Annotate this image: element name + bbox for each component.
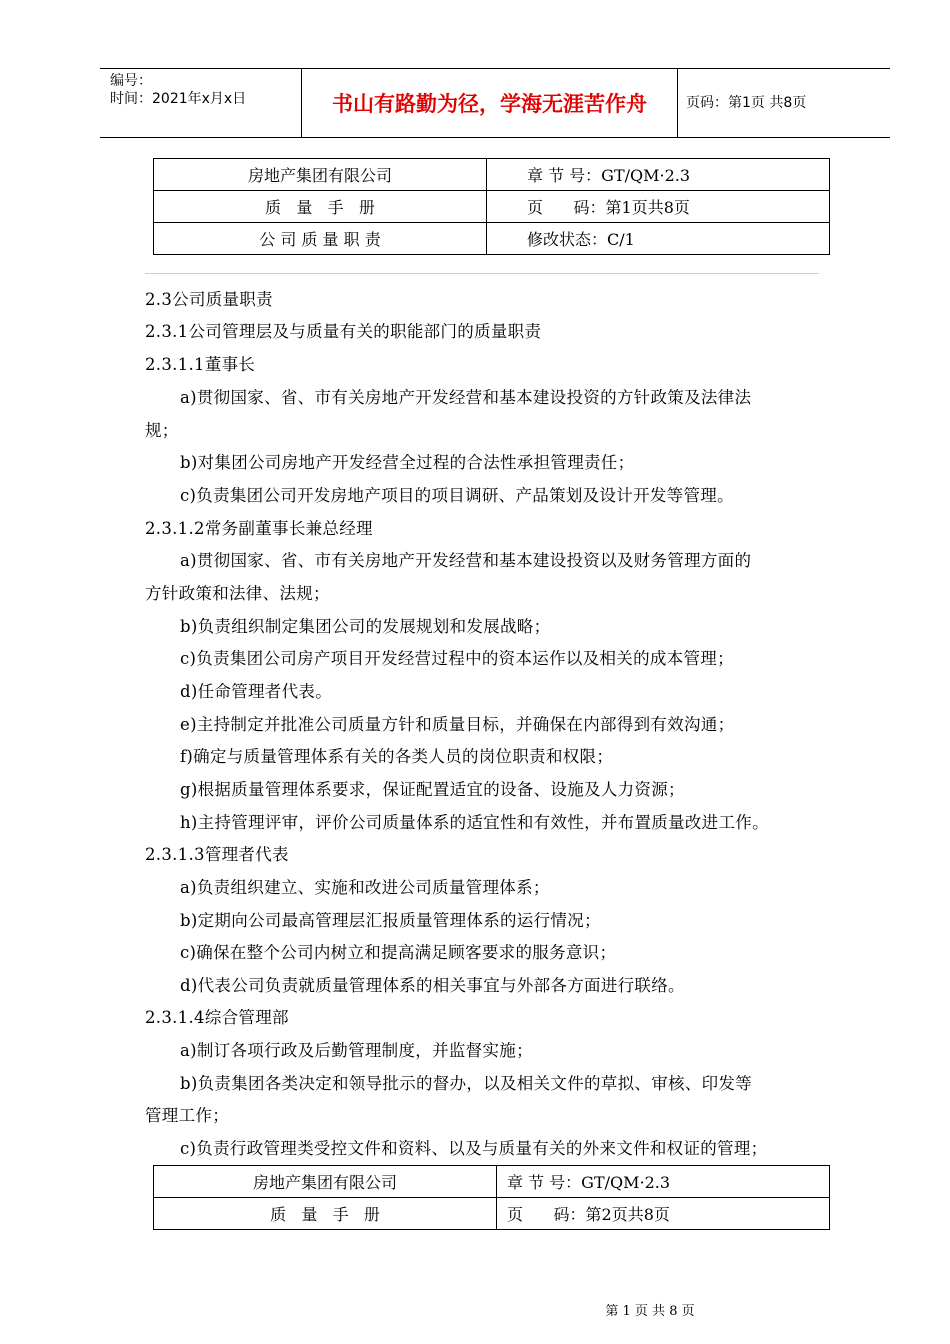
heading-2-3-1-1: 2.3.1.1董事长 <box>145 355 256 374</box>
paragraph-line: d)代表公司负责就质量管理体系的相关事宜与外部各方面进行联络。 <box>180 976 685 995</box>
paragraph-line: 管理工作； <box>145 1106 229 1125</box>
motto-text: 书山有路勤为径，学海无涯苦作舟 <box>332 92 647 116</box>
time-label: 时间：2021年x月x日 <box>110 91 247 107</box>
paragraph-line: c)负责行政管理类受控文件和资料、以及与质量有关的外来文件和权证的管理； <box>180 1139 768 1158</box>
paragraph-line: b)定期向公司最高管理层汇报质量管理体系的运行情况； <box>180 911 601 930</box>
document-banner <box>100 68 890 138</box>
heading-2-3: 2.3公司质量职责 <box>145 290 273 309</box>
serial-label: 编号： <box>110 73 152 89</box>
header2-chapter: 章 节 号：GT/QM·2.3 <box>497 1166 830 1198</box>
heading-2-3-1-4: 2.3.1.4综合管理部 <box>145 1008 289 1027</box>
paragraph-line: a)贯彻国家、省、市有关房地产开发经营和基本建设投资的方针政策及法律法 <box>180 388 752 407</box>
paragraph-line: a)负责组织建立、实施和改进公司质量管理体系； <box>180 878 550 897</box>
heading-2-3-1-3: 2.3.1.3管理者代表 <box>145 845 289 864</box>
banner-motto-cell <box>302 69 678 137</box>
paragraph-line: 方针政策和法律、法规； <box>145 584 330 603</box>
paragraph-line: h)主持管理评审，评价公司质量体系的适宜性和有效性，并布置质量改进工作。 <box>180 813 769 832</box>
banner-meta-cell <box>100 69 302 137</box>
paragraph-line: c)负责集团公司开发房地产项目的项目调研、产品策划及设计开发等管理。 <box>180 486 734 505</box>
paragraph-line: b)负责集团各类决定和领导批示的督办，以及相关文件的草拟、审核、印发等 <box>180 1074 752 1093</box>
banner-page-cell <box>678 69 890 137</box>
header-chapter: 章 节 号：GT/QM·2.3 <box>487 159 830 191</box>
paragraph-line: e)主持制定并批准公司质量方针和质量目标，并确保在内部得到有效沟通； <box>180 715 735 734</box>
paragraph-line: b)对集团公司房地产开发经营全过程的合法性承担管理责任； <box>180 453 635 472</box>
header-manual: 质 量 手 册 <box>154 191 487 223</box>
paragraph-line: b)负责组织制定集团公司的发展规划和发展战略； <box>180 617 551 636</box>
header2-page: 页 码：第2页共8页 <box>497 1198 830 1230</box>
heading-2-3-1: 2.3.1公司管理层及与质量有关的职能部门的质量职责 <box>145 322 542 341</box>
paragraph-line: c)确保在整个公司内树立和提高满足顾客要求的服务意识； <box>180 943 617 962</box>
manual-header-table <box>153 158 830 255</box>
paragraph-line: a)贯彻国家、省、市有关房地产开发经营和基本建设投资以及财务管理方面的 <box>180 551 752 570</box>
header2-company: 房地产集团有限公司 <box>154 1166 497 1198</box>
page-footer: 第 1 页 共 8 页 <box>605 1304 695 1319</box>
manual-header-table-page2 <box>153 1165 830 1230</box>
heading-2-3-1-2: 2.3.1.2常务副董事长兼总经理 <box>145 519 373 538</box>
paragraph-line: d)任命管理者代表。 <box>180 682 332 701</box>
paragraph-line: g)根据质量管理体系要求，保证配置适宜的设备、设施及人力资源； <box>180 780 685 799</box>
header-page: 页 码：第1页共8页 <box>487 191 830 223</box>
paragraph-line: c)负责集团公司房产项目开发经营过程中的资本运作以及相关的成本管理； <box>180 649 734 668</box>
separator-rule <box>145 273 819 274</box>
paragraph-line: 规； <box>145 421 179 440</box>
header-section: 公 司 质 量 职 责 <box>154 223 487 255</box>
header-company: 房地产集团有限公司 <box>154 159 487 191</box>
header2-manual: 质 量 手 册 <box>154 1198 497 1230</box>
banner-page-info: 页码：第1页 共8页 <box>686 95 807 111</box>
paragraph-line: f)确定与质量管理体系有关的各类人员的岗位职责和权限； <box>180 747 614 766</box>
paragraph-line: a)制订各项行政及后勤管理制度，并监督实施； <box>180 1041 533 1060</box>
header-revision: 修改状态：C/1 <box>487 223 830 255</box>
